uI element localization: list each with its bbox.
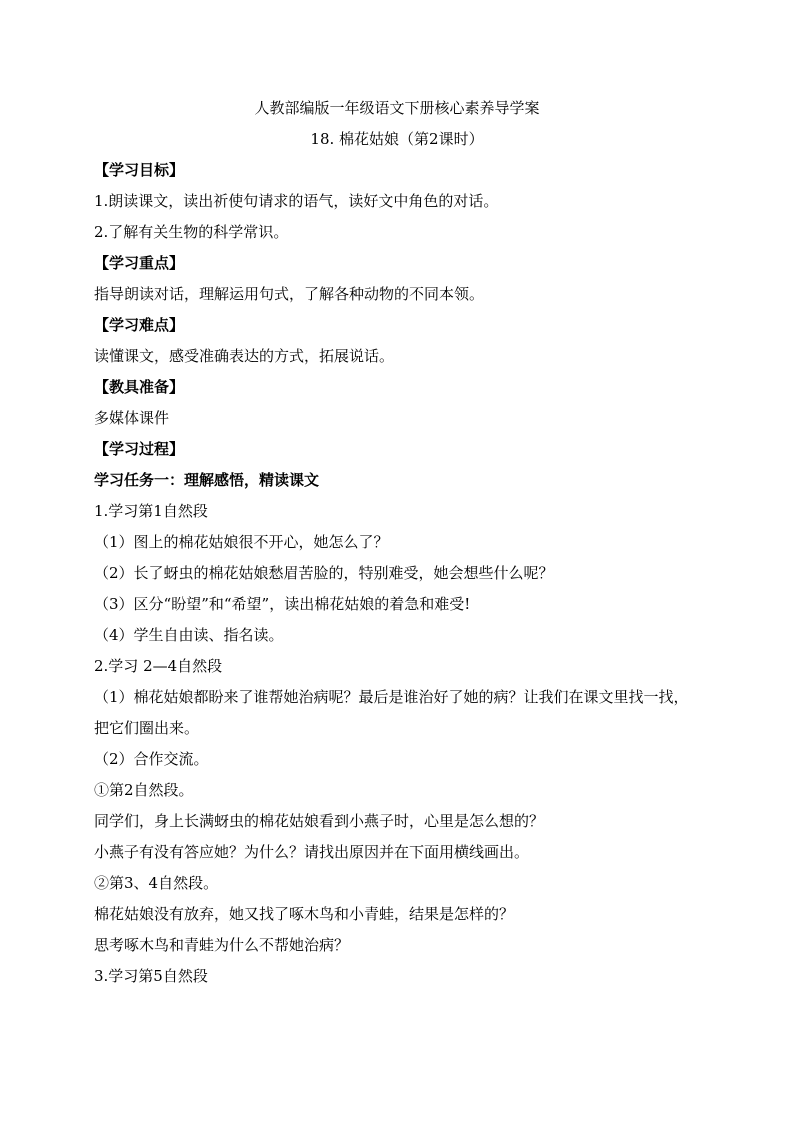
document-body	[94, 155, 700, 992]
paragraph-line: （3）区分“盼望”和“希望”，读出棉花姑娘的着急和难受!	[94, 595, 471, 613]
paragraph-line: 思考啄木鸟和青蛙为什么不帮她治病？	[94, 936, 350, 954]
paragraph-line: 多媒体课件	[94, 409, 170, 427]
section-heading: 【学习重点】	[94, 254, 185, 272]
section-heading: 【学习目标】	[94, 161, 185, 179]
document-title: 人教部编版一年级语文下册核心素养导学案	[254, 99, 540, 117]
paragraph-line: 小燕子有没有答应她？为什么？请找出原因并在下面用横线画出。	[94, 843, 530, 861]
lesson-subtitle: 18. 棉花姑娘（第2课时）	[310, 130, 484, 148]
paragraph-line: 同学们，身上长满蚜虫的棉花姑娘看到小燕子时，心里是怎么想的？	[94, 812, 545, 830]
paragraph-line: 2.了解有关生物的科学常识。	[94, 223, 289, 241]
paragraph-line: 棉花姑娘没有放弃，她又找了啄木鸟和小青蛙，结果是怎样的？	[94, 905, 515, 923]
paragraph-line: 读懂课文，感受准确表达的方式，拓展说话。	[94, 347, 395, 365]
section-heading: 【学习难点】	[94, 316, 185, 334]
paragraph-line: （1）棉花姑娘都盼来了谁帮她治病呢？最后是谁治好了她的病？让我们在课文里找一找，把它们圈出来。	[94, 688, 689, 737]
paragraph-line: ②第3、4自然段。	[94, 874, 219, 892]
paragraph-line: 2.学习 2—4自然段	[94, 657, 223, 675]
document-page	[94, 93, 700, 992]
section-heading: 学习任务一：理解感悟，精读课文	[94, 471, 320, 489]
paragraph-line: （2）合作交流。	[94, 750, 209, 768]
paragraph-line: 指导朗读对话，理解运用句式，了解各种动物的不同本领。	[94, 285, 485, 303]
paragraph-line: 3.学习第5自然段	[94, 967, 208, 985]
paragraph-line: 1.朗读课文，读出祈使句请求的语气，读好文中角色的对话。	[94, 192, 499, 210]
paragraph-line: 1.学习第1自然段	[94, 502, 208, 520]
paragraph-line: （4）学生自由读、指名读。	[94, 626, 284, 644]
paragraph-line: （2）长了蚜虫的棉花姑娘愁眉苦脸的，特别难受，她会想些什么呢？	[94, 564, 554, 582]
paragraph-line: （1）图上的棉花姑娘很不开心，她怎么了？	[94, 533, 389, 551]
paragraph-line: ①第2自然段。	[94, 781, 194, 799]
section-heading: 【教具准备】	[94, 378, 185, 396]
section-heading: 【学习过程】	[94, 440, 185, 458]
